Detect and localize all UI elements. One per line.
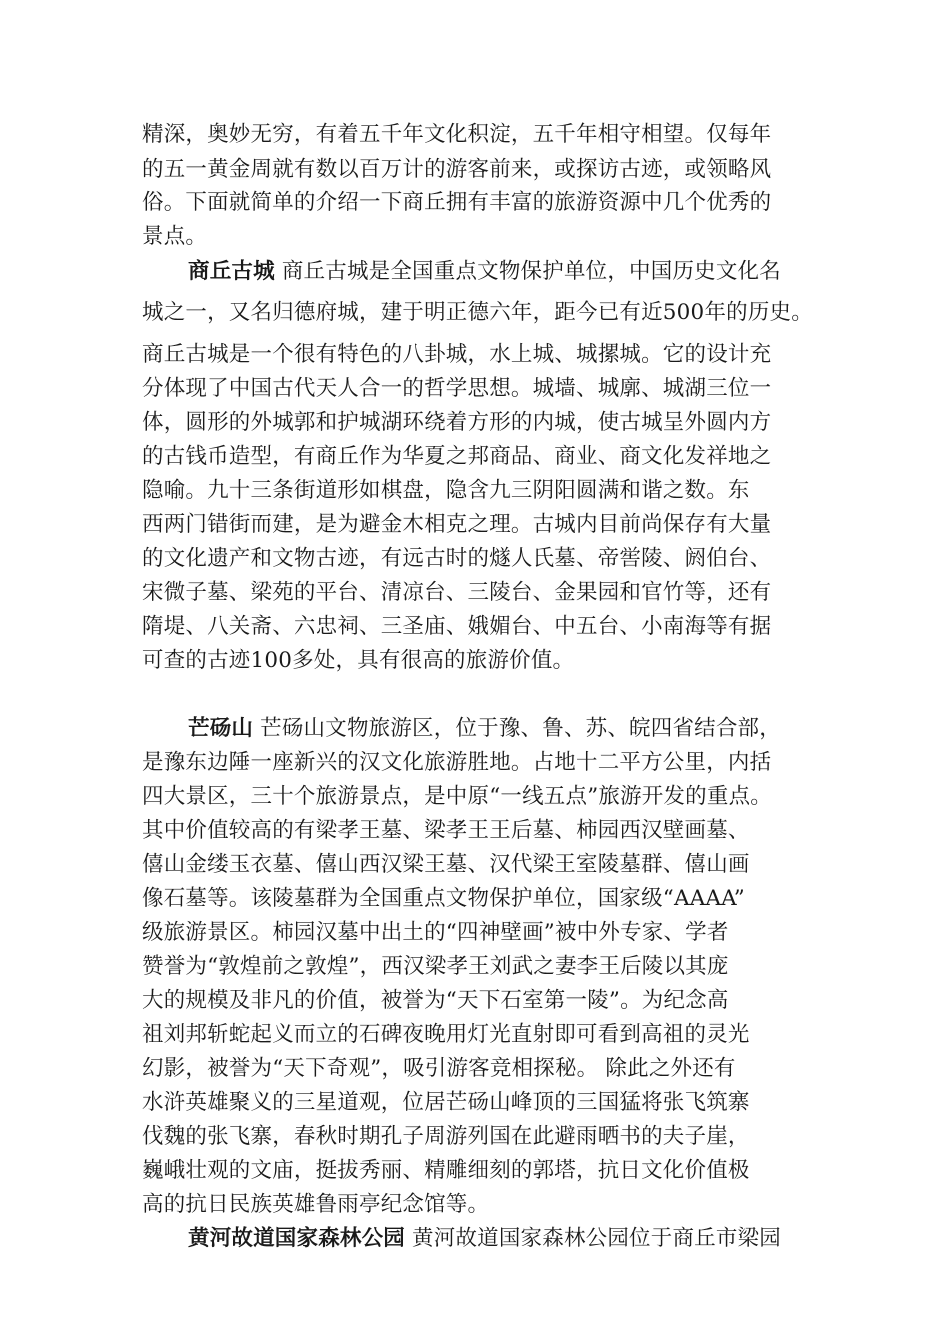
paragraph-line: 四大景区，三十个旅游景点，是中原“一线五点”旅游开发的重点。 bbox=[142, 784, 772, 809]
paragraph-line: 城之一，又名归德府城，建于明正德六年，距今已有近500年的历史。 bbox=[142, 300, 813, 325]
paragraph-line: 分体现了中国古代天人合一的哲学思想。城墙、城廓、城湖三位一 bbox=[142, 376, 772, 401]
paragraph-line: 幻影，被誉为“天下奇观”，吸引游客竞相探秘。 除此之外还有 bbox=[142, 1056, 736, 1081]
paragraph-line: 高的抗日民族英雄鲁雨亭纪念馆等。 bbox=[142, 1192, 490, 1217]
paragraph-line: 巍峨壮观的文庙，挺拔秀丽、精雕细刻的郭塔，抗日文化价值极 bbox=[142, 1158, 750, 1183]
paragraph-line: 僖山金缕玉衣墓、僖山西汉梁王墓、汉代梁王室陵墓群、僖山画 bbox=[142, 852, 750, 877]
section-heading: 芒砀山 bbox=[188, 716, 254, 741]
paragraph-line: 宋微子墓、梁苑的平台、清凉台、三陵台、金果园和官竹等，还有 bbox=[142, 580, 772, 605]
paragraph-line: 赞誉为“敦煌前之敦煌”，西汉梁孝王刘武之妻李王后陵以其庞 bbox=[142, 954, 729, 979]
paragraph-line: 俗。下面就简单的介绍一下商丘拥有丰富的旅游资源中几个优秀的 bbox=[142, 190, 772, 215]
paragraph-line bbox=[188, 257, 822, 287]
paragraph-line: 商丘古城是一个很有特色的八卦城，水上城、城摞城。它的设计充 bbox=[142, 342, 772, 367]
paragraph-line: 像石墓等。该陵墓群为全国重点文物保护单位，国家级“AAAA” bbox=[142, 886, 745, 911]
paragraph-line: 景点。 bbox=[142, 224, 208, 249]
paragraph-line: 的五一黄金周就有数以百万计的游客前来，或探访古迹，或领略风 bbox=[142, 157, 772, 182]
section-first-line: 黄河故道国家森林公园位于商丘市梁园 bbox=[405, 1226, 781, 1251]
paragraph-line: 伐魏的张飞寨，春秋时期孔子周游列国在此避雨晒书的夫子崖， bbox=[142, 1124, 750, 1149]
paragraph-line: 其中价值较高的有梁孝王墓、梁孝王王后墓、柿园西汉壁画墓、 bbox=[142, 818, 750, 843]
paragraph-line: 隐喻。九十三条街道形如棋盘，隐含九三阴阳圆满和谐之数。东 bbox=[142, 478, 750, 503]
paragraph-line bbox=[188, 1224, 822, 1254]
paragraph-line: 可查的古迹100多处，具有很高的旅游价值。 bbox=[142, 648, 575, 673]
paragraph-line: 是豫东边陲一座新兴的汉文化旅游胜地。占地十二平方公里，内括 bbox=[142, 750, 772, 775]
paragraph-line: 精深，奥妙无穷，有着五千年文化积淀，五千年相守相望。仅每年 bbox=[142, 122, 772, 147]
section-heading: 商丘古城 bbox=[188, 259, 275, 284]
paragraph-line: 级旅游景区。柿园汉墓中出土的“四神壁画”被中外专家、学者 bbox=[142, 920, 729, 945]
section-first-line: 芒砀山文物旅游区，位于豫、鲁、苏、皖四省结合部， bbox=[253, 716, 781, 741]
paragraph-line: 体，圆形的外城郭和护城湖环绕着方形的内城，使古城呈外圆内方 bbox=[142, 410, 772, 435]
paragraph-line: 水浒英雄聚义的三星道观，位居芒砀山峰顶的三国猛将张飞筑寨 bbox=[142, 1090, 750, 1115]
paragraph-line: 隋堤、八关斋、六忠祠、三圣庙、娥媚台、中五台、小南海等有据 bbox=[142, 614, 772, 639]
paragraph-line bbox=[188, 714, 822, 744]
section-first-line: 商丘古城是全国重点文物保护单位，中国历史文化名 bbox=[274, 259, 781, 284]
paragraph-line: 的文化遗产和文物古迹，有远古时的燧人氏墓、帝喾陵、阏伯台、 bbox=[142, 546, 772, 571]
paragraph-line: 的古钱币造型，有商丘作为华夏之邦商品、商业、商文化发祥地之 bbox=[142, 444, 772, 469]
section-heading: 黄河故道国家森林公园 bbox=[188, 1226, 406, 1251]
paragraph-line: 西两门错街而建，是为避金木相克之理。古城内目前尚保存有大量 bbox=[142, 512, 772, 537]
paragraph-line: 祖刘邦斩蛇起义而立的石碑夜晚用灯光直射即可看到高祖的灵光 bbox=[142, 1022, 750, 1047]
paragraph-line: 大的规模及非凡的价值，被誉为“天下石室第一陵”。为纪念高 bbox=[142, 988, 729, 1013]
